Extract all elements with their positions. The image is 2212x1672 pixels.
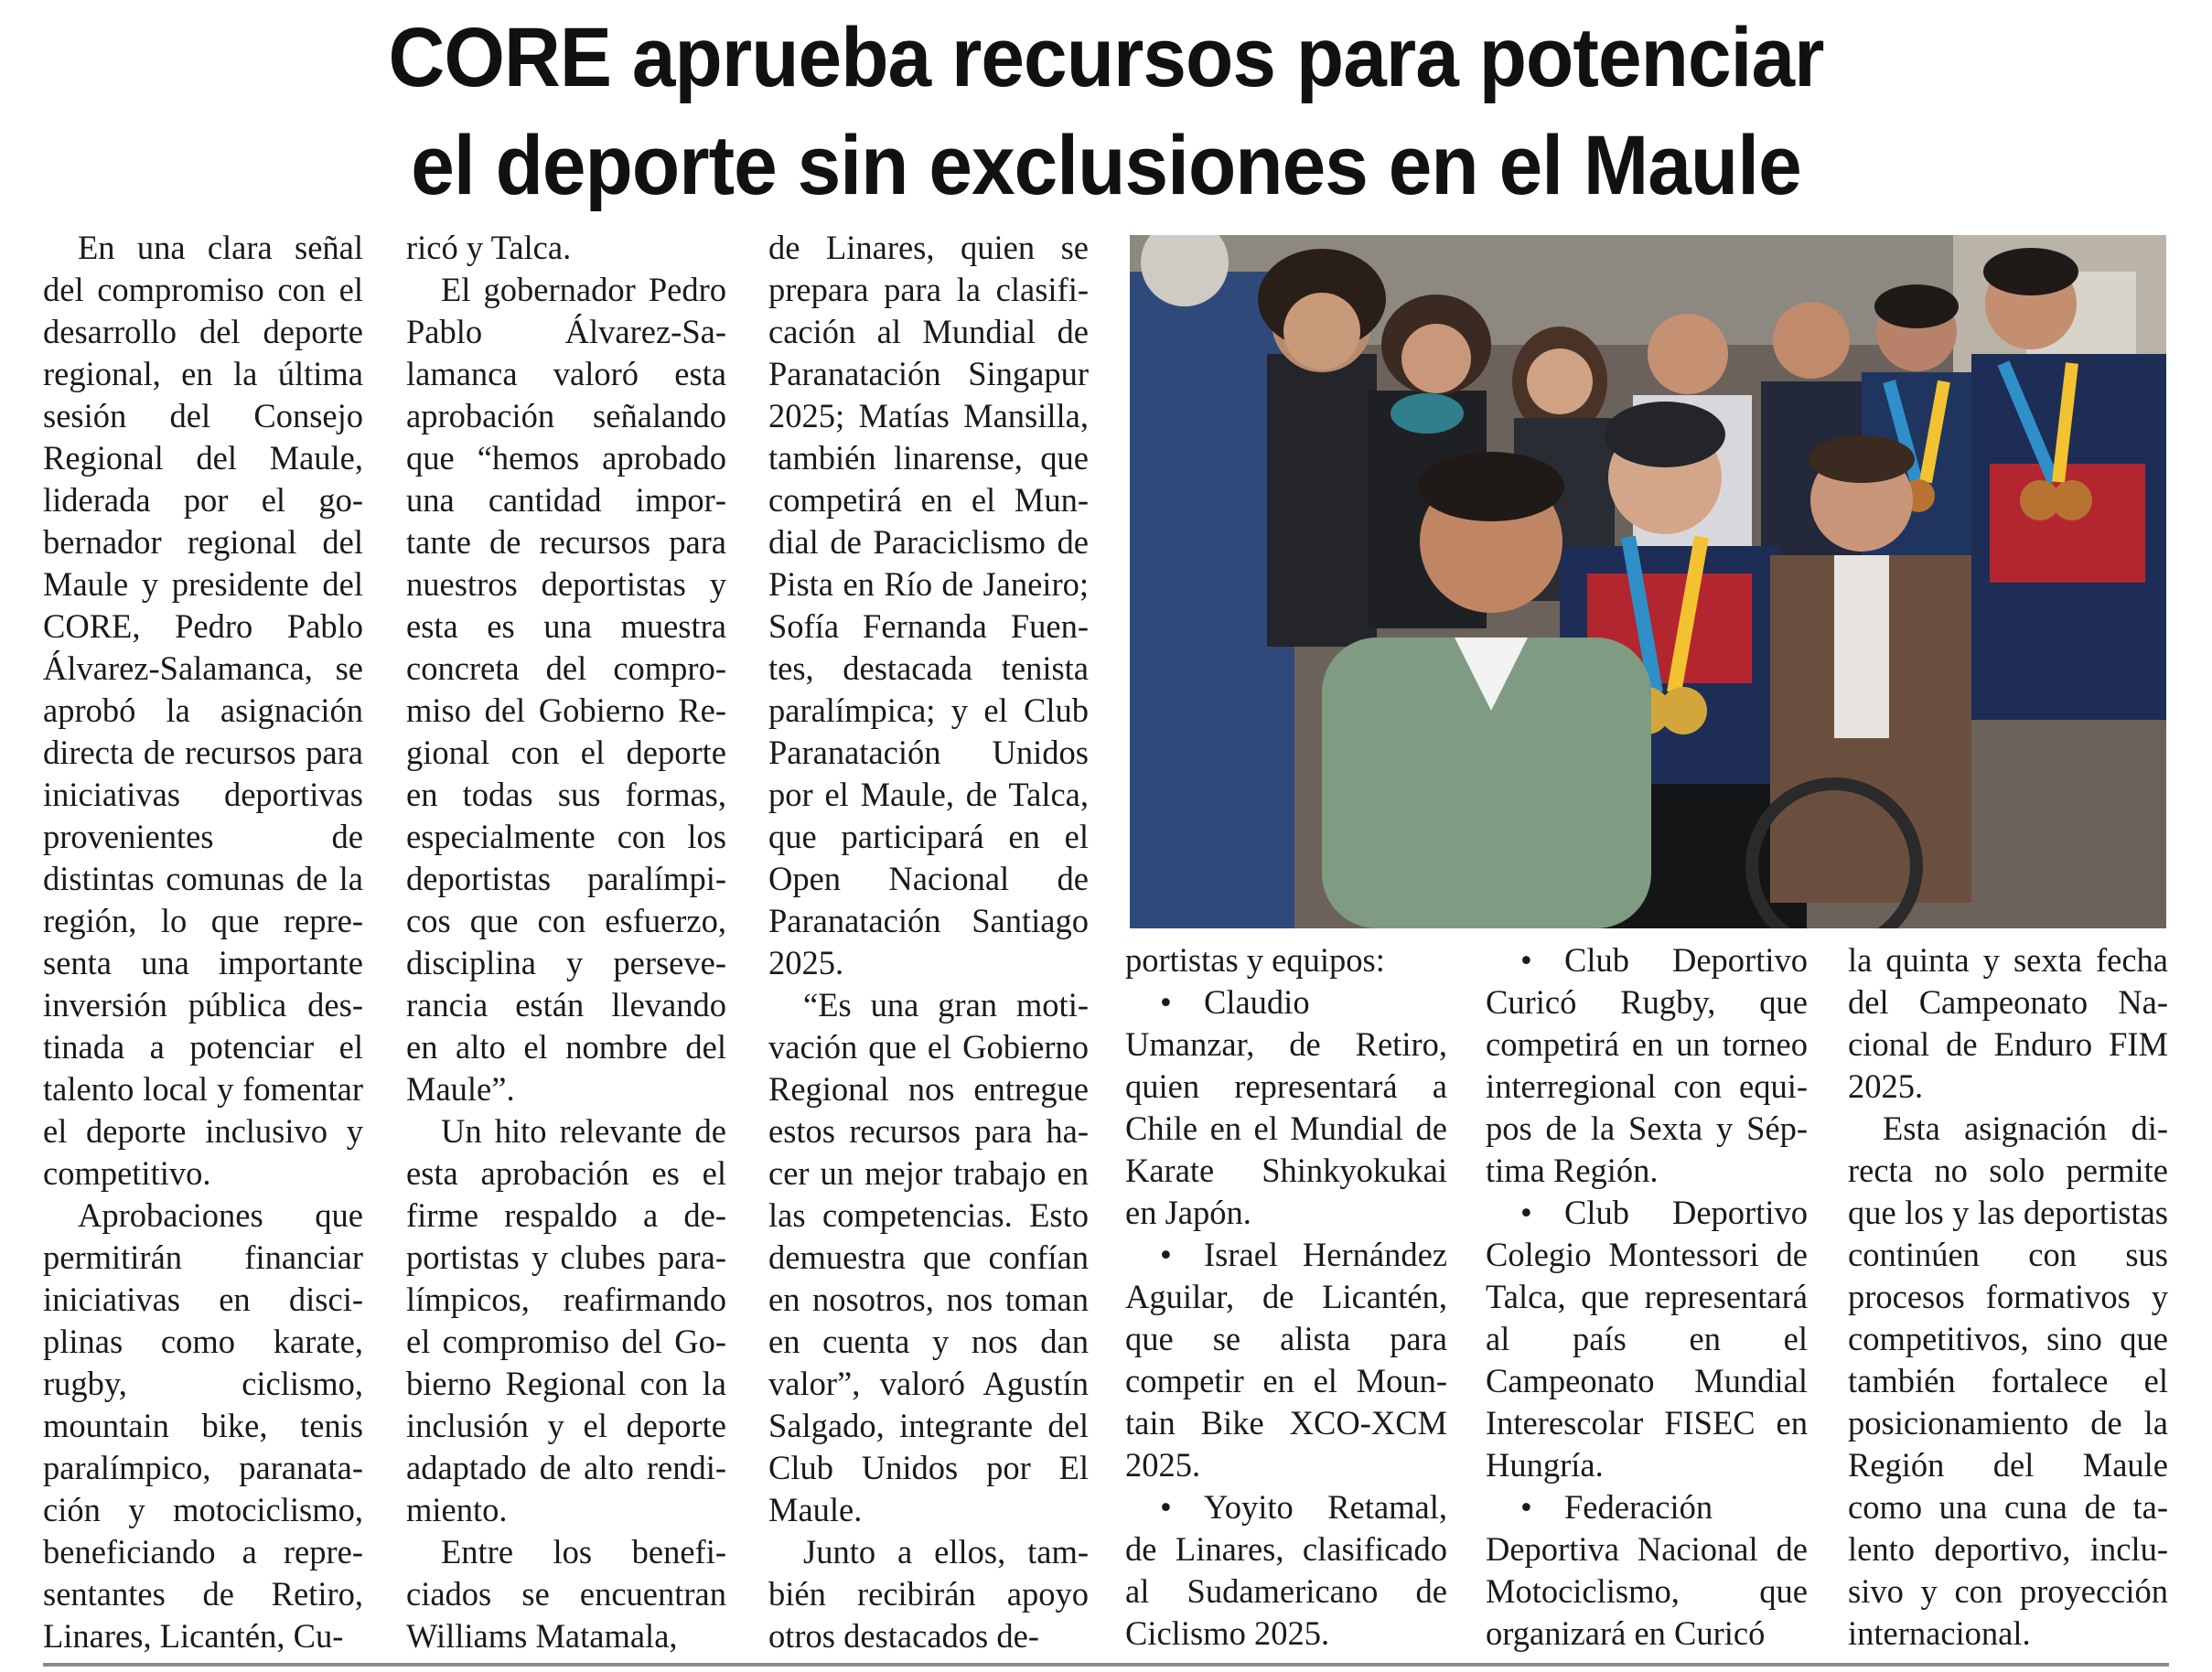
beneficiaries-list: [1486, 939, 1808, 1655]
headline-line-1: CORE aprueba recursos para potenciar: [388, 11, 1824, 104]
list-item: • Yoyito Retamal, de Linares, clasificado al Sudamericano de Ciclismo 2025.: [1125, 1488, 1447, 1652]
bullet-icon: •: [1160, 1488, 1172, 1526]
bullet-icon: •: [1520, 1488, 1532, 1526]
list-item: • Club Deportivo Curicó Rugby, que competirá en un torneo interregional con equipos de la Sexta y Séptima Región.: [1486, 941, 1808, 1189]
paragraph: Esta asignación directa no solo permite que los y las deportistas continúen con sus procesos formativos y competitivos, sino que también fortalece el posicionamiento de la Región del Maule como una cuna de talento deportivo, inclusivo y con proyección internacional.: [1848, 1109, 2168, 1652]
group-photo-athletes-icon: [1130, 235, 2166, 928]
beneficiaries-list: [1125, 981, 1447, 1655]
article-column-4: [1125, 939, 1447, 1655]
list-item: • Club Deportivo Colegio Montessori de Talca, que representará al país en el Campeonato Mundial Interescolar FISEC en Hungría.: [1486, 1194, 1808, 1484]
headline-line-2: el deporte sin exclusiones en el Maule: [411, 119, 1801, 212]
bullet-icon: •: [1520, 1194, 1532, 1231]
list-item: • Israel Hernández Aguilar, de Licantén, que se alista para competir en el Mountain Bike XCO-XCM 2025.: [1125, 1236, 1447, 1484]
paragraph: ricó y Talca.: [406, 229, 572, 266]
paragraph: Junto a ellos, también recibirán apoyo otros destacados de-: [768, 1533, 1089, 1655]
list-item: • Federación Deportiva Nacional de Motociclismo, que organizará en Curicó: [1486, 1488, 1808, 1652]
paragraph: portistas y equipos:: [1125, 941, 1385, 979]
paragraph: Aprobaciones que permitirán financiar iniciativas en disciplinas como karate, rugby, ciclismo, mountain bike, tenis paralímpico, paranatación y motociclismo, beneficiando a representantes de Retiro, Linares, Licantén, Cu-: [43, 1196, 363, 1655]
group-photo: [1130, 235, 2166, 928]
bottom-divider: [43, 1663, 2169, 1667]
paragraph: En una clara señal del compromiso con el desarrollo del deporte regional, en la última sesión del Consejo Regional del Maule, liderada por el gobernador regional del Maule y presidente del CORE, Pedro Pablo Álvarez-Salamanca, se aprobó la asignación directa de recursos para iniciativas deportivas provenientes de distintas comunas de la región, lo que representa una importante inversión pública destinada a potenciar el talento local y fomentar el deporte inclusivo y competitivo.: [43, 229, 363, 1192]
article-column-5: [1486, 939, 1808, 1655]
paragraph: Un hito relevante de esta aprobación es el firme respaldo a deportistas y clubes paralímpicos, reafirmando el compromiso del Gobierno Regional con la inclusión y el deporte adaptado de alto rendimiento.: [406, 1112, 726, 1528]
bullet-icon: •: [1160, 1236, 1172, 1273]
paragraph: Entre los beneficiados se encuentran Williams Matamala,: [406, 1533, 726, 1655]
paragraph: El gobernador Pedro Pablo Álvarez-Salamanca valoró esta aprobación señalando que “hemos aprobado una cantidad importante de recursos para nuestros deportistas y esta es una muestra concreta del compromiso del Gobierno Regional con el deporte en todas sus formas, especialmente con los deportistas paralímpicos que con esfuerzo, disciplina y perseverancia están llevando en alto el nombre del Maule”.: [406, 271, 726, 1108]
bullet-icon: •: [1520, 941, 1532, 979]
paragraph: la quinta y sexta fecha del Campeonato Nacional de Enduro FIM 2025.: [1848, 941, 2168, 1105]
article-column-6: [1848, 939, 2168, 1655]
article-column-3: [768, 227, 1089, 1657]
article-column-2: [406, 227, 726, 1657]
article-column-1: [43, 227, 363, 1657]
paragraph: de Linares, quien se prepara para la clasificación al Mundial de Paranatación Singapur 2025; Matías Mansilla, también linarense, que competirá en el Mundial de Paraciclismo de Pista en Río de Janeiro; Sofía Fernanda Fuentes, destacada tenista paralímpica; y el Club Paranatación Unidos por el Maule, de Talca, que participará en el Open Nacional de Paranatación Santiago 2025.: [768, 229, 1089, 981]
list-item: • Claudio Umanzar, de Retiro, quien representará a Chile en el Mundial de Karate Shinkyokukai en Japón.: [1125, 983, 1447, 1231]
headline: [78, 4, 2135, 220]
paragraph: “Es una gran motivación que el Gobierno Regional nos entregue estos recursos para hacer un mejor trabajo en las competencias. Esto demuestra que confían en nosotros, nos toman en cuenta y nos dan valor”, valoró Agustín Salgado, integrante del Club Unidos por El Maule.: [768, 986, 1089, 1528]
bullet-icon: •: [1160, 983, 1172, 1021]
